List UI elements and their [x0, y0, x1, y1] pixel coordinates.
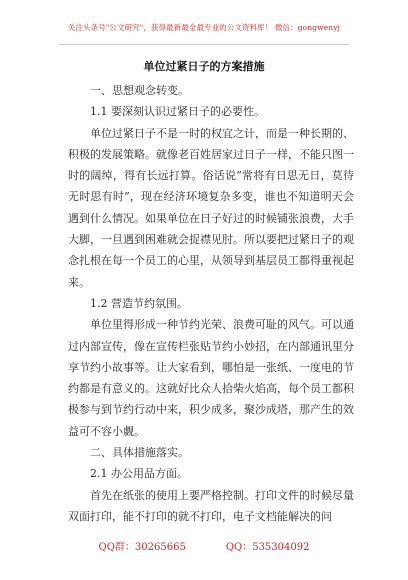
paragraph-1: 单位过紧日子不是一时的权宜之计，而是一种长期的、积极的发展策略。就像老百姓居家过日子一样，不能只图一时的阔绰，得有长远打算。俗话说“常将有日思无日，莫待无时思有时”，现在经济环境复杂多变，谁也不知道明天会遇到什么情况。如果单位在日子好过的时候铺张浪费，大手大脚，一旦遇到困难就会捉襟见肘。所以要把过紧日子的观念扎根在每一个员工的心里，从领导到基层员工都得重视起来。: [68, 126, 354, 289]
footer-qq-group: QQ群：30265665: [98, 542, 186, 553]
section-heading-2: 二、具体措施落实。: [90, 446, 189, 460]
paragraph-3: 首先在纸张的使用上要严格控制。打印文件的时候尽量双面打印，能不打印的就不打印，电子文档能解决的问: [68, 488, 354, 523]
subsection-heading-1-2: 1.2 营造节约氛围。: [90, 296, 188, 310]
subsection-heading-2-1: 2.1 办公用品方面。: [90, 467, 188, 481]
section-heading-1: 一、思想观念转变。: [90, 84, 189, 97]
page-title: 单位过紧日子的方案措施: [143, 60, 265, 73]
header-divider: [58, 44, 350, 45]
paragraph-2: 单位里得形成一种节约光荣、浪费可耻的风气。可以通过内部宣传，像在宣传栏张贴节约小妙招，在内部通讯里分享节约小故事等。让大家看到，哪怕是一张纸、一度电的节约都是有意义的。这就好比众人拾柴火焰高，每个员工都积极参与到节约行动中来，积少成多，聚沙成塔，那产生的效益可不容小觑。: [68, 318, 354, 438]
header-note: 关注头条号"公文研究"，获得最新最全最专业的公文资料库！ 微信：gongwenyj: [67, 23, 341, 32]
subsection-heading-1-1: 1.1 要深刻认识过紧日子的必要性。: [90, 105, 265, 119]
footer-contact: [0, 538, 408, 553]
footer-qq: QQ：535304092: [225, 542, 310, 553]
document-body: [68, 80, 354, 527]
